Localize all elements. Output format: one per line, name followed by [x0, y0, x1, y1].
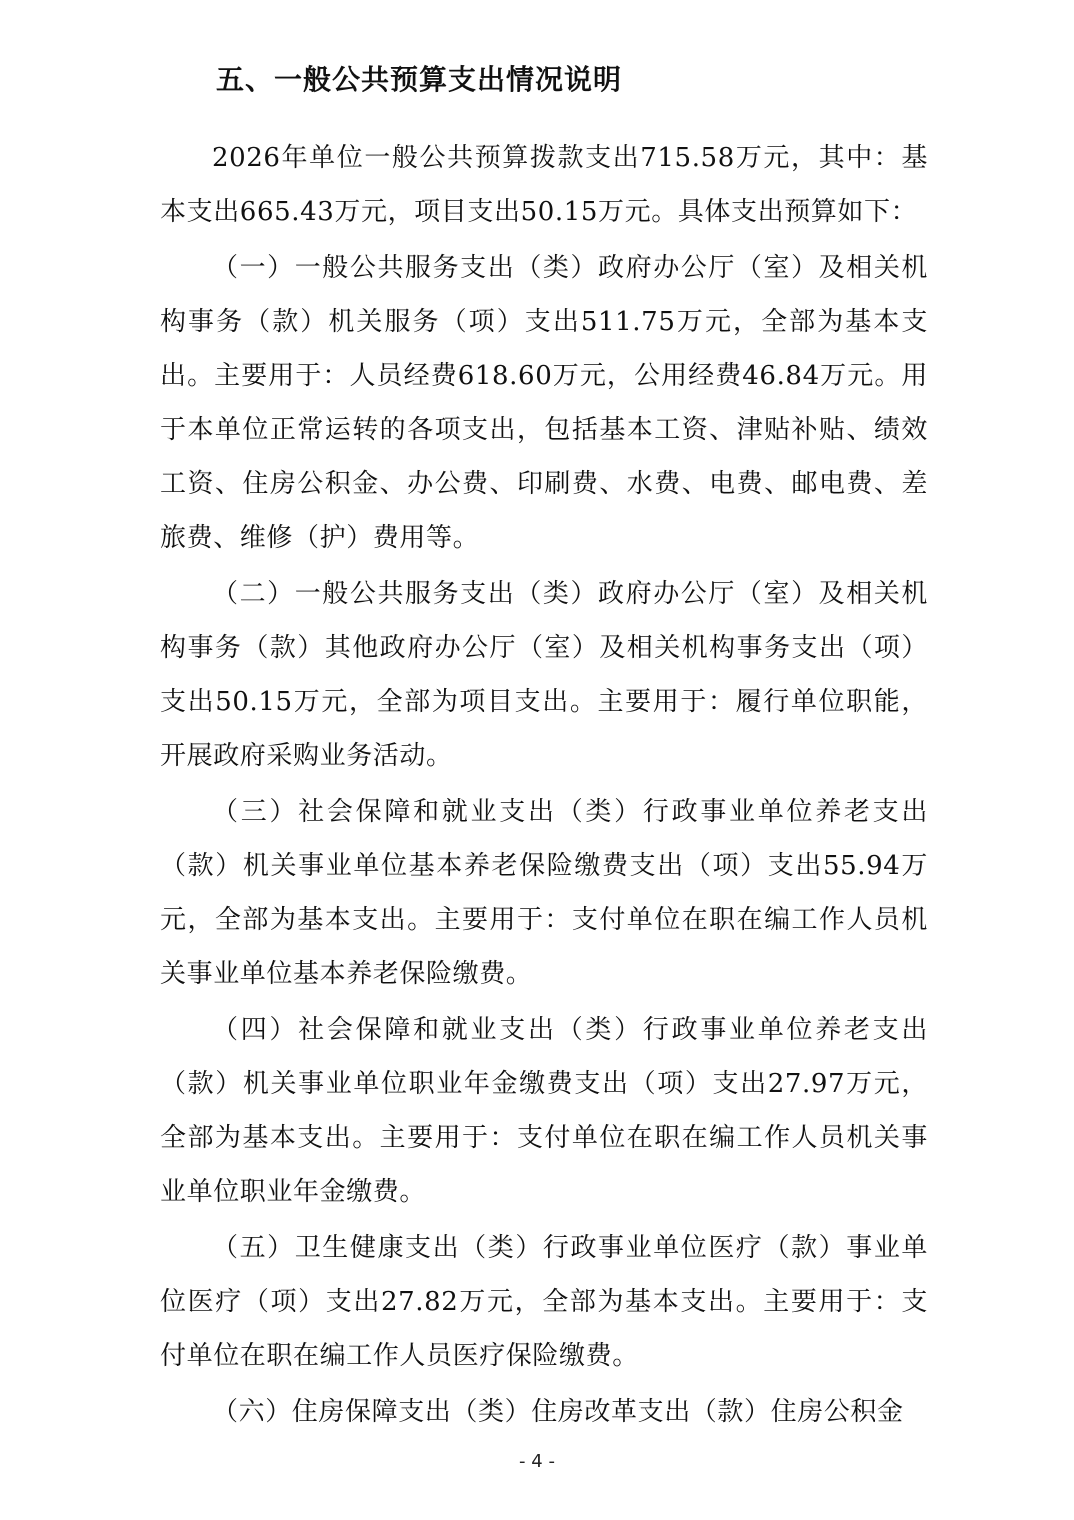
- paragraph-item-4: （四）社会保障和就业支出（类）行政事业单位养老支出（款）机关事业单位职业年金缴费支出（项）支出27.97万元，全部为基本支出。主要用于：支付单位在职在编工作人员机关事业单位职业年金缴费。: [160, 1015, 928, 1207]
- paragraph-item-3: （三）社会保障和就业支出（类）行政事业单位养老支出（款）机关事业单位基本养老保险缴费支出（项）支出55.94万元，全部为基本支出。主要用于：支付单位在职在编工作人员机关事业单位基本养老保险缴费。: [160, 797, 928, 989]
- paragraph-item-2: （二）一般公共服务支出（类）政府办公厅（室）及相关机构事务（款）其他政府办公厅（室）及相关机构事务支出（项）支出50.15万元，全部为项目支出。主要用于：履行单位职能，开展政府采购业务活动。: [160, 579, 928, 771]
- paragraph-item-1: （一）一般公共服务支出（类）政府办公厅（室）及相关机构事务（款）机关服务（项）支出511.75万元，全部为基本支出。主要用于：人员经费618.60万元，公用经费46.84万元。用于本单位正常运转的各项支出，包括基本工资、津贴补贴、绩效工资、住房公积金、办公费、印刷费、水费、电费、邮电费、差旅费、维修（护）费用等。: [160, 253, 928, 553]
- paragraph-summary: 2026年单位一般公共预算拨款支出715.58万元，其中：基本支出665.43万元，项目支出50.15万元。具体支出预算如下：: [160, 143, 928, 227]
- paragraph-item-6: （六）住房保障支出（类）住房改革支出（款）住房公积金: [212, 1397, 904, 1427]
- page-number: - 4 -: [519, 1451, 555, 1472]
- body-text: [160, 131, 928, 1441]
- section-heading: 五、一般公共预算支出情况说明: [216, 63, 623, 96]
- paragraph-item-5: （五）卫生健康支出（类）行政事业单位医疗（款）事业单位医疗（项）支出27.82万元，全部为基本支出。主要用于：支付单位在职在编工作人员医疗保险缴费。: [160, 1233, 928, 1371]
